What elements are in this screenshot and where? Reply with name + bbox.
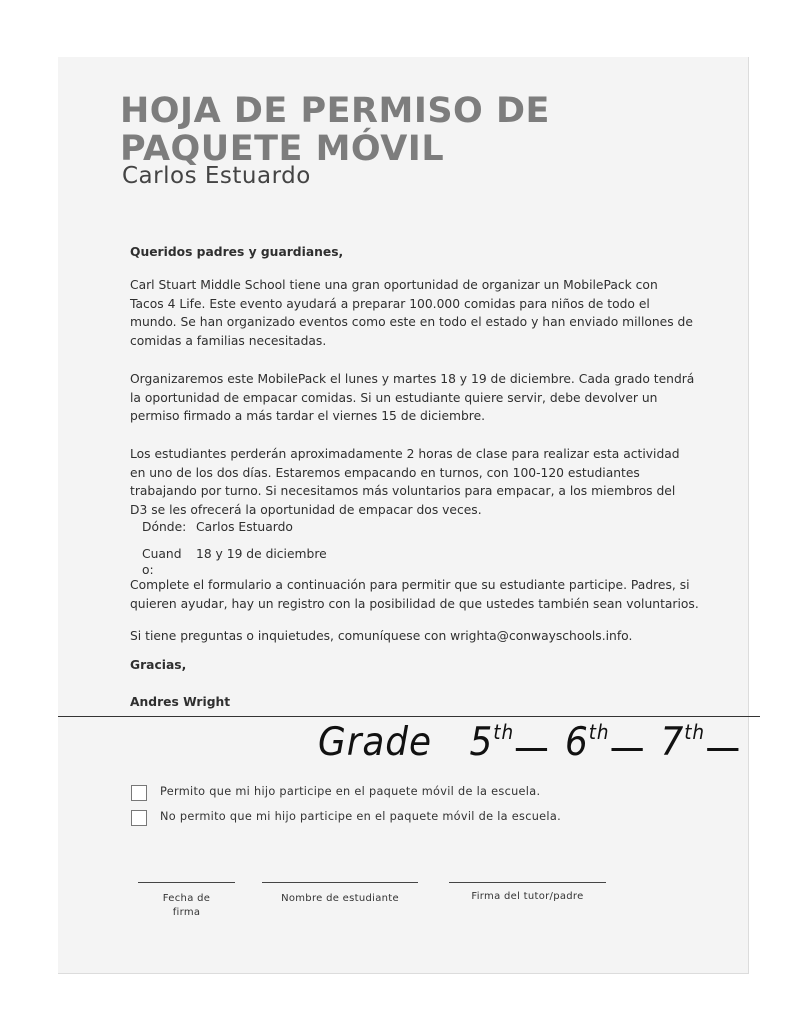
- handwritten-grade-6-suffix: th: [588, 720, 610, 744]
- permit-checkbox[interactable]: [131, 785, 147, 801]
- paragraph-details: Los estudiantes perderán aproximadamente 2 horas de clase para realizar esta actividad en uno de los dos días. Estaremos empacando en turnos, con 100-120 estudiantes trabajando por turno. Si necesitamos más voluntarios para empacar, a los miembros del D3 se les ofrecerá la oportunidad de empacar dos veces.: [130, 447, 680, 517]
- signer-name: Andres Wright: [130, 695, 231, 709]
- handwritten-grade-7: 7: [660, 720, 685, 765]
- date-signature-line[interactable]: [138, 882, 235, 883]
- date-label-line2: firma: [172, 907, 201, 918]
- permit-label: Permito que mi hijo participe en el paquete móvil de la escuela.: [160, 785, 541, 798]
- cut-divider: [58, 716, 760, 717]
- deny-label: No permito que mi hijo participe en el paquete móvil de la escuela.: [160, 810, 561, 823]
- handwritten-word: Grade: [318, 720, 432, 765]
- date-signature-label: [138, 892, 235, 920]
- handwritten-grade-5: 5: [469, 720, 494, 765]
- deny-checkbox[interactable]: [131, 810, 147, 826]
- guardian-signature-label: Firma del tutor/padre: [471, 891, 584, 902]
- paragraph-intro: Carl Stuart Middle School tiene una gran oportunidad de organizar un MobilePack con Tacos 4 Life. Este evento ayudará a preparar 100.000 comidas para niños de todo el mundo. Se han organizado eventos como este en todo el estado y han enviado millones de comidas a familias necesitadas.: [130, 278, 693, 348]
- thanks-text: Gracias,: [130, 658, 187, 672]
- guardian-signature-line[interactable]: [449, 882, 606, 883]
- greeting: Queridos padres y guardianes,: [130, 245, 344, 259]
- handwritten-grade-6: 6: [565, 720, 589, 765]
- handwritten-grade-5-suffix: th: [493, 720, 515, 744]
- paragraph-instructions: Complete el formulario a continuación para permitir que su estudiante participe. Padres, si quieren ayudar, hay un registro con la posibilidad de que ustedes también sean voluntarios.: [130, 578, 699, 611]
- when-label-line1: Cuand: [142, 547, 182, 561]
- page-title: HOJA DE PERMISO DE PAQUETE MÓVIL: [120, 91, 550, 169]
- handwritten-grades: [318, 720, 744, 765]
- handwritten-line: [611, 748, 642, 751]
- when-label-line2: o:: [142, 563, 154, 577]
- date-label-line1: Fecha de: [162, 893, 211, 904]
- paragraph-contact: Si tiene preguntas o inquietudes, comuníquese con wrighta@conwayschools.info.: [130, 629, 633, 643]
- student-name-label: Nombre de estudiante: [281, 893, 399, 904]
- paragraph-schedule: Organizaremos este MobilePack el lunes y martes 18 y 19 de diciembre. Cada grado tendrá la oportunidad de empacar comidas. Si un estudiante quiere servir, debe devolver un permiso firmado a más tardar el viernes 15 de diciembre.: [130, 372, 695, 423]
- handwritten-line: [516, 748, 547, 751]
- where-value: Carlos Estuardo: [196, 520, 293, 534]
- where-label: Dónde:: [142, 520, 187, 534]
- subtitle: Carlos Estuardo: [122, 163, 311, 189]
- when-value: 18 y 19 de diciembre: [196, 547, 327, 561]
- student-name-line[interactable]: [262, 882, 418, 883]
- handwritten-grade-7-suffix: th: [684, 720, 705, 744]
- handwritten-line: [707, 748, 738, 751]
